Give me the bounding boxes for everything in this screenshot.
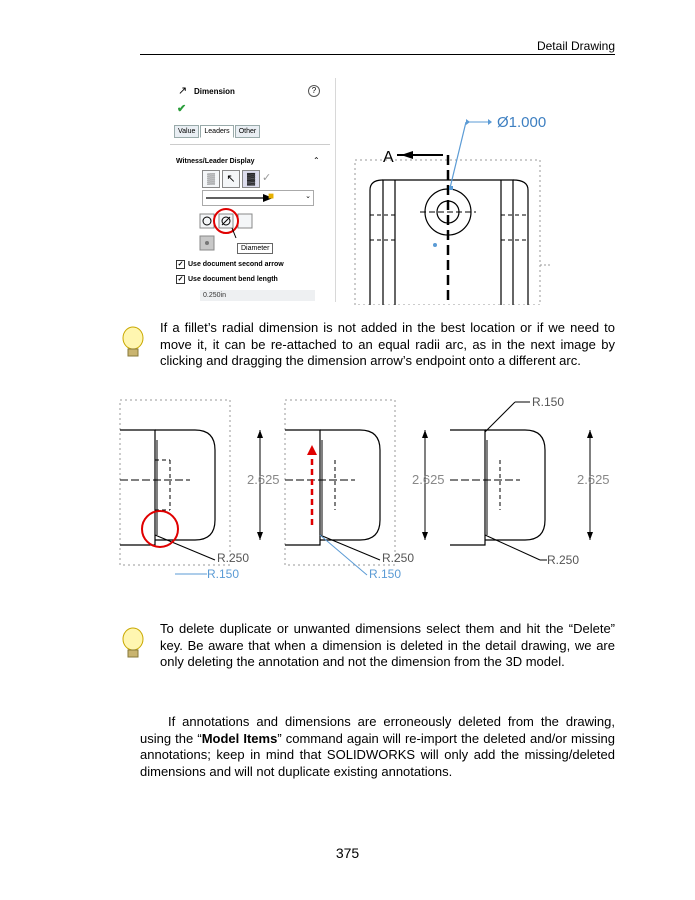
diameter-tooltip: Diameter <box>237 243 273 254</box>
chevron-down-icon: ⌄ <box>305 193 311 200</box>
view-label-a: A <box>383 149 394 166</box>
height-dimension[interactable]: 2.625 <box>247 472 280 487</box>
witness-outside-icon[interactable]: ▒ <box>202 170 220 188</box>
radius-button[interactable] <box>200 214 214 228</box>
document-icon: ■ <box>268 191 275 202</box>
radius-small[interactable]: R.150 <box>207 567 240 581</box>
arrow-style-select[interactable] <box>202 190 314 206</box>
ok-check-icon[interactable]: ✔ <box>177 103 187 115</box>
dimension-property-manager <box>170 78 336 302</box>
bulb-icon <box>120 625 150 665</box>
option-label: Use document bend length <box>188 276 278 283</box>
bend-length-input[interactable]: 0.250in <box>200 290 315 301</box>
radius-large[interactable]: R.250 <box>217 551 250 565</box>
pm-title: Dimension <box>194 87 235 96</box>
body-paragraph <box>140 714 615 780</box>
radius-large[interactable]: R.250 <box>382 551 415 565</box>
tip-note-2: To delete duplicate or unwanted dimensions select them and hit the “Delete” key. Be aware that when a dimension is deleted in the detail drawing, we are only deleting the annotation and not the dimension from the 3D model. <box>160 621 615 669</box>
bulb-icon <box>120 324 150 364</box>
tab-leaders[interactable]: Leaders <box>200 125 233 138</box>
tab-other[interactable]: Other <box>235 125 261 138</box>
panel-1 <box>120 400 280 581</box>
linear-button[interactable] <box>238 214 252 228</box>
witness-inside-icon[interactable]: ↖ <box>222 170 240 188</box>
pm-tabs <box>174 125 261 138</box>
help-icon[interactable]: ? <box>308 85 320 97</box>
radius-small[interactable]: R.150 <box>369 567 402 581</box>
diameter-dimension[interactable]: Ø1.000 <box>497 114 547 131</box>
option-label: Use document second arrow <box>188 261 284 268</box>
tip-note-1: If a fillet’s radial dimension is not added in the best location or if we need to move it, it can be re-attached to an equal radii arc, as in the next image by clicking and dragging the dimension arrow’s endpoint onto a different arc. <box>160 320 615 368</box>
radius-small[interactable]: R.150 <box>532 395 565 409</box>
pm-divider <box>170 144 330 145</box>
part-outline <box>383 180 513 305</box>
checkbox-checked[interactable]: ✓ <box>177 276 184 283</box>
paragraph-text: ” command again will re-import the deleted and/or missing annotations; keep in mind that SOLIDWORKS will only add the missing/deleted dimensions and will not duplicate existing annotations. <box>140 730 616 779</box>
dimension-leader <box>450 122 466 188</box>
radius-large[interactable]: R.250 <box>547 553 580 567</box>
running-header: Detail Drawing <box>536 39 615 53</box>
dimension-icon: ↗ <box>178 85 188 97</box>
header-rule <box>140 54 615 55</box>
highlight-circle <box>142 511 178 547</box>
panel-2 <box>285 400 445 581</box>
checkbox-checked[interactable]: ✓ <box>177 261 184 268</box>
paragraph-text: If annotations and dimensions are erroneously deleted from the drawing, using the “ <box>140 714 615 746</box>
model-items-term: Model Items <box>201 730 278 746</box>
directed-leader-icon[interactable]: ✓ <box>262 172 272 184</box>
figure2-drawing <box>115 390 615 585</box>
figure1-drawing <box>335 100 615 305</box>
second-arrow-option[interactable] <box>176 260 284 269</box>
panel-3 <box>450 395 610 567</box>
tab-value[interactable]: Value <box>174 125 199 138</box>
collapse-icon[interactable]: ⌃ <box>313 156 320 165</box>
section-title: Witness/Leader Display <box>176 158 255 165</box>
bend-length-option[interactable] <box>176 275 278 284</box>
page-number: 375 <box>335 845 360 861</box>
height-dimension[interactable]: 2.625 <box>577 472 610 487</box>
height-dimension[interactable]: 2.625 <box>412 472 445 487</box>
witness-smart-icon[interactable]: ▓ <box>242 170 260 188</box>
